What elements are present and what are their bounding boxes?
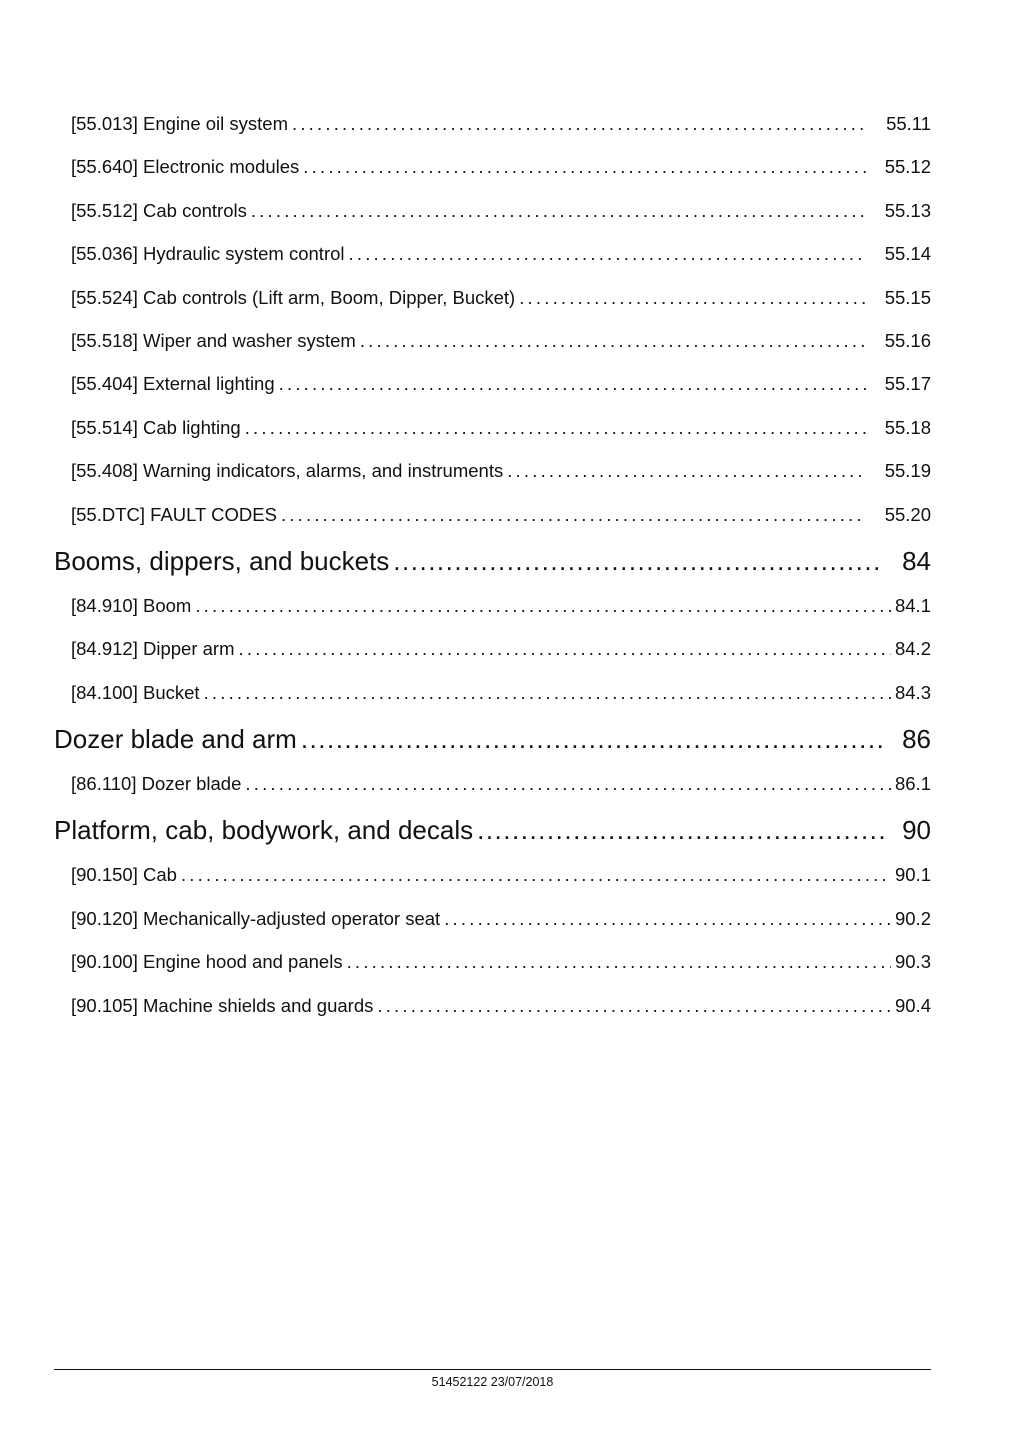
toc-entry[interactable]	[54, 105, 931, 148]
toc-entry-page: 55.12	[884, 156, 931, 178]
toc-entry[interactable]	[54, 192, 931, 235]
dot-leader	[245, 765, 891, 803]
toc-entry-page: 90.3	[894, 951, 931, 973]
dot-leader	[519, 279, 866, 317]
dot-leader	[303, 148, 866, 186]
toc-entry-page: 55.15	[884, 286, 931, 308]
toc-entry[interactable]	[54, 630, 931, 673]
toc-entry-page: 55.19	[884, 460, 931, 482]
toc-entry-label: [90.120] Mechanically-adjusted operator seat	[71, 907, 441, 929]
toc-entry-page: 84.1	[894, 594, 931, 616]
toc-entry[interactable]	[54, 322, 931, 365]
dot-leader	[181, 856, 891, 894]
toc-section-heading[interactable]	[54, 809, 931, 856]
toc-entry-label: [55.512] Cab controls	[71, 199, 247, 221]
toc-entry-label: [90.100] Engine hood and panels	[71, 951, 343, 973]
dot-leader	[204, 674, 891, 712]
toc-entry-page: 55.16	[884, 329, 931, 351]
toc-section-55	[54, 105, 931, 539]
toc-entry-label: [55.518] Wiper and washer system	[71, 329, 356, 351]
dot-leader	[195, 587, 891, 625]
toc-entry[interactable]	[54, 409, 931, 452]
section-page: 90	[902, 815, 931, 846]
toc-entry-label: [55.013] Engine oil system	[71, 113, 288, 134]
dot-leader	[477, 809, 884, 851]
dot-leader	[393, 540, 884, 582]
section-title: Dozer blade and arm	[54, 724, 297, 755]
toc-section-heading[interactable]	[54, 540, 931, 587]
toc-entry-label: [55.DTC] FAULT CODES	[71, 503, 277, 525]
toc-entry-page: 55.17	[884, 373, 931, 395]
toc-entry[interactable]	[54, 765, 931, 808]
dot-leader	[360, 322, 866, 360]
toc-entry-label: [90.105] Machine shields and guards	[71, 994, 374, 1016]
dot-leader	[301, 718, 884, 760]
section-title: Booms, dippers, and buckets	[54, 545, 390, 576]
toc-entry-page: 55.14	[884, 243, 931, 265]
toc-entry[interactable]	[54, 856, 931, 899]
dot-leader	[507, 452, 866, 490]
toc-entry-page: 55.20	[884, 503, 931, 525]
dot-leader	[444, 900, 891, 938]
toc-section-86	[54, 718, 931, 808]
toc-entry-label: [86.110] Dozer blade	[71, 773, 242, 795]
dot-leader	[245, 409, 866, 447]
toc-section-84	[54, 540, 931, 717]
toc-entry-page: 90.2	[894, 907, 931, 929]
toc-entry-label: [84.100] Bucket	[71, 681, 200, 703]
toc-entry-page: 86.1	[894, 773, 931, 795]
toc-entry-label: [55.404] External lighting	[71, 373, 275, 395]
dot-leader	[292, 105, 866, 143]
toc-entry-label: [55.514] Cab lighting	[71, 416, 241, 438]
toc-entry-page: 90.1	[894, 864, 931, 886]
toc-entry-label: [84.912] Dipper arm	[71, 638, 235, 660]
toc-entry[interactable]	[54, 943, 931, 986]
toc-entry[interactable]	[54, 900, 931, 943]
toc-entry[interactable]	[54, 279, 931, 322]
toc-entry-page: 55.11	[886, 113, 931, 134]
toc-entry-page: 90.4	[894, 994, 931, 1016]
toc-entry[interactable]	[54, 452, 931, 495]
toc-entry[interactable]	[54, 496, 931, 539]
dot-leader	[279, 365, 866, 403]
footer-divider	[54, 1369, 931, 1370]
toc-entry[interactable]	[54, 365, 931, 408]
toc-entry-label: [84.910] Boom	[71, 594, 192, 616]
toc-section-heading[interactable]	[54, 718, 931, 765]
toc-entry-page: 55.18	[884, 416, 931, 438]
dot-leader	[251, 192, 866, 230]
section-page: 86	[902, 724, 931, 755]
toc-entry-label: [90.150] Cab	[71, 864, 177, 886]
dot-leader	[349, 235, 866, 273]
dot-leader	[281, 496, 866, 534]
toc-entry[interactable]	[54, 987, 931, 1030]
footer-document-code: 51452122 23/07/2018	[431, 1375, 554, 1389]
toc-entry-label: [55.036] Hydraulic system control	[71, 243, 345, 265]
toc-entry[interactable]	[54, 674, 931, 717]
dot-leader	[239, 630, 891, 668]
toc-entry-page: 84.2	[894, 638, 931, 660]
toc-section-90	[54, 809, 931, 1030]
toc-entry[interactable]	[54, 235, 931, 278]
toc-entry-page: 84.3	[894, 681, 931, 703]
dot-leader	[347, 943, 891, 981]
dot-leader	[377, 987, 891, 1025]
toc-entry[interactable]	[54, 148, 931, 191]
toc-entry[interactable]	[54, 587, 931, 630]
toc-entry-label: [55.408] Warning indicators, alarms, and instruments	[71, 460, 504, 482]
table-of-contents	[54, 105, 931, 1030]
toc-entry-label: [55.640] Electronic modules	[71, 156, 300, 178]
toc-entry-label: [55.524] Cab controls (Lift arm, Boom, Dipper, Bucket)	[71, 286, 516, 308]
toc-entry-page: 55.13	[884, 199, 931, 221]
section-page: 84	[902, 545, 931, 576]
section-title: Platform, cab, bodywork, and decals	[54, 815, 474, 846]
